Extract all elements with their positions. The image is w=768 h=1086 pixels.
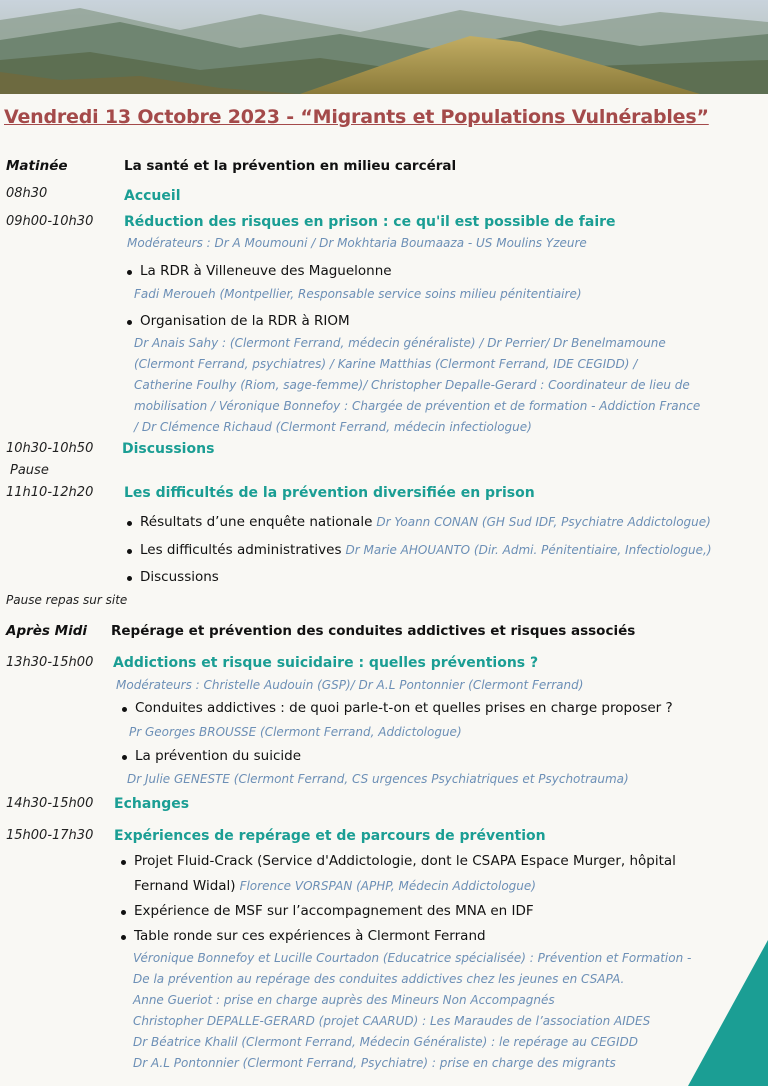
moderators: Modérateurs : Dr A Moumouni / Dr Mokhtaria Boumaaza - US Moulins Yzeure (127, 236, 587, 250)
time-1330: 13h30-15h00 (6, 655, 94, 670)
speaker: Dr Julie GENESTE (Clermont Ferrand, CS urgences Psychiatriques et Psychotrauma) (127, 772, 629, 786)
session-discussions: Discussions (122, 441, 215, 457)
speaker-line: / Dr Clémence Richaud (Clermont Ferrand, médecin infectiologue) (134, 420, 532, 434)
morning-heading: La santé et la prévention en milieu carcéral (124, 158, 457, 174)
speaker: Fadi Meroueh (Montpellier, Responsable service soins milieu pénitentiaire) (134, 287, 582, 301)
time-0830: 08h30 (6, 186, 48, 201)
bullet-icon (127, 521, 132, 526)
time-1500: 15h00-17h30 (6, 828, 94, 843)
speaker: Pr Georges BROUSSE (Clermont Ferrand, Addictologue) (129, 725, 462, 739)
session-addictions-suicide: Addictions et risque suicidaire : quelles préventions ? (113, 655, 539, 671)
speaker-line: Dr Anais Sahy : (Clermont Ferrand, médecin généraliste) / Dr Perrier/ Dr Benelmamoune (134, 336, 666, 350)
list-item: Table ronde sur ces expériences à Clermont Ferrand (134, 928, 486, 944)
time-1430: 14h30-15h00 (6, 796, 94, 811)
speaker-line: (Clermont Ferrand, psychiatres) / Karine Matthias (Clermont Ferrand, IDE CEGIDD) / (134, 357, 638, 371)
list-item: Projet Fluid-Crack (Service d'Addictologie, dont le CSAPA Espace Murger, hôpital (134, 853, 676, 869)
list-item: Organisation de la RDR à RIOM (140, 313, 350, 329)
moderators: Modérateurs : Christelle Audouin (GSP)/ Dr A.L Pontonnier (Clermont Ferrand) (116, 678, 584, 692)
bullet-icon (122, 755, 127, 760)
bullet-icon (127, 576, 132, 581)
speaker-line: Anne Gueriot : prise en charge auprès des Mineurs Non Accompagnés (133, 993, 555, 1007)
teal-triangle-decoration (688, 940, 768, 1086)
list-item: Conduites addictives : de quoi parle-t-on et quelles prises en charge proposer ? (135, 700, 673, 716)
speaker-line: mobilisation / Véronique Bonnefoy : Chargée de prévention et de formation - Addiction France (134, 399, 701, 413)
item-text: Fernand Widal) (134, 878, 236, 894)
speaker: Dr Yoann CONAN (GH Sud IDF, Psychiatre Addictologue) (376, 515, 711, 529)
bullet-icon (121, 910, 126, 915)
pause-label: Pause (10, 463, 49, 478)
speaker-line: Véronique Bonnefoy et Lucille Courtadon (Educatrice spécialisée) : Prévention et Formation - (133, 951, 692, 965)
morning-label: Matinée (6, 158, 68, 174)
list-item: La RDR à Villeneuve des Maguelonne (140, 263, 392, 279)
session-accueil: Accueil (124, 188, 181, 204)
speaker-line: Catherine Foulhy (Riom, sage-femme)/ Christopher Depalle-Gerard : Coordinateur de lieu de (134, 378, 690, 392)
time-0900: 09h00-10h30 (6, 214, 94, 229)
session-prevention-prison: Les difficultés de la prévention diversifiée en prison (124, 485, 535, 501)
bullet-icon (121, 935, 126, 940)
bullet-icon (127, 320, 132, 325)
time-1030: 10h30-10h50 (6, 441, 94, 456)
lunch-break: Pause repas sur site (6, 593, 128, 607)
bullet-icon (122, 707, 127, 712)
list-item: Discussions (140, 569, 219, 585)
speaker-line: Dr Béatrice Khalil (Clermont Ferrand, Médecin Généraliste) : le repérage au CEGIDD (133, 1035, 639, 1049)
list-item (140, 542, 712, 558)
bullet-icon (121, 860, 126, 865)
time-1110: 11h10-12h20 (6, 485, 94, 500)
list-item: Expérience de MSF sur l’accompagnement des MNA en IDF (134, 903, 534, 919)
item-text: Les difficultés administratives (140, 542, 342, 558)
list-item-cont (134, 878, 536, 894)
list-item (140, 514, 711, 530)
speaker-line: Dr A.L Pontonnier (Clermont Ferrand, Psychiatre) : prise en charge des migrants (133, 1056, 616, 1070)
speaker-line: Christopher DEPALLE-GERARD (projet CAARUD) : Les Maraudes de l’association AIDES (133, 1014, 651, 1028)
speaker-line: De la prévention au repérage des conduites addictives chez les jeunes en CSAPA. (133, 972, 625, 986)
afternoon-label: Après Midi (6, 623, 88, 639)
speaker: Dr Marie AHOUANTO (Dir. Admi. Pénitentiaire, Infectiologue,) (345, 543, 712, 557)
session-experiences: Expériences de repérage et de parcours de prévention (114, 828, 546, 844)
page-title: Vendredi 13 Octobre 2023 - “Migrants et Populations Vulnérables” (4, 106, 709, 128)
bullet-icon (127, 270, 132, 275)
list-item: La prévention du suicide (135, 748, 302, 764)
mountain-banner-image (0, 0, 768, 94)
session-rdr-prison: Réduction des risques en prison : ce qu'il est possible de faire (124, 214, 616, 230)
session-echanges: Echanges (114, 796, 190, 812)
bullet-icon (127, 549, 132, 554)
item-text: Résultats d’une enquête nationale (140, 514, 373, 530)
speaker: Florence VORSPAN (APHP, Médecin Addictologue) (239, 879, 536, 893)
afternoon-heading: Repérage et prévention des conduites addictives et risques associés (111, 623, 636, 639)
